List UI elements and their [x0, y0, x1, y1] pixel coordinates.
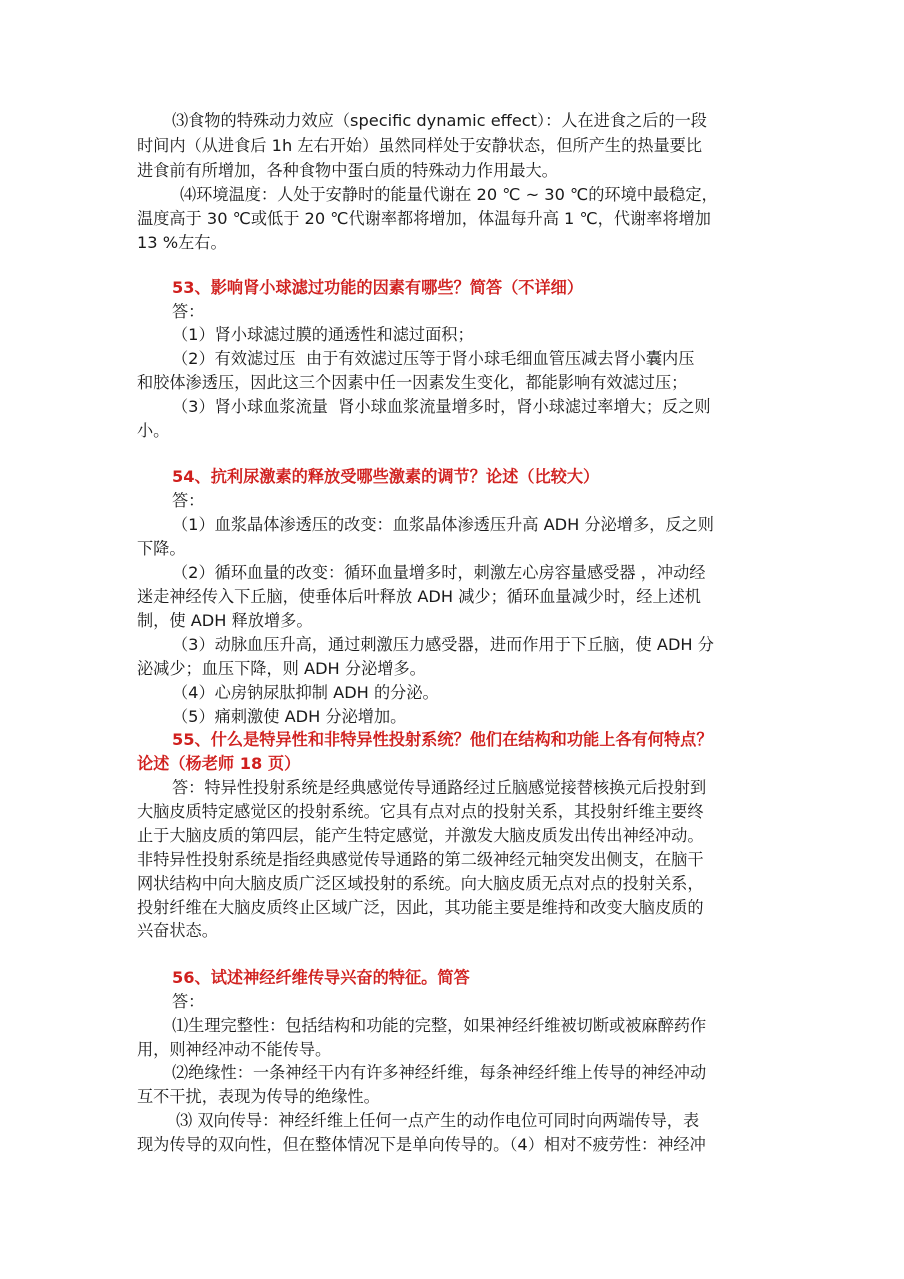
text-line: 投射纤维在大脑皮质终止区域广泛，因此，其功能主要是维持和改变大脑皮质的 — [137, 898, 704, 917]
question-55-heading: 55、什么是特异性和非特异性投射系统？他们在结构和功能上各有何特点？ — [172, 730, 713, 749]
text-line: 兴奋状态。 — [137, 921, 218, 940]
text-line: ⑶ 双向传导：神经纤维上任何一点产生的动作电位可同时向两端传导，表 — [176, 1111, 700, 1130]
text-line: （1）血浆晶体渗透压的改变：血浆晶体渗透压升高 ADH 分泌增多，反之则 — [172, 515, 714, 534]
text-line: 止于大脑皮质的第四层，能产生特定感觉，并激发大脑皮质发出传出神经冲动。 — [137, 826, 704, 845]
text-line: 温度高于 30 ℃或低于 20 ℃代谢率都将增加，体温每升高 1 ℃，代谢率将增加 — [137, 209, 711, 228]
text-line: （5）痛刺激使 ADH 分泌增加。 — [172, 707, 407, 726]
text-line: 小。 — [137, 421, 170, 440]
text-line: 下降。 — [137, 539, 186, 558]
answer-label: 答： — [172, 302, 205, 321]
question-56-heading: 56、试述神经纤维传导兴奋的特征。简答 — [172, 968, 470, 987]
text-line: （3）动脉血压升高，通过刺激压力感受器，进而作用于下丘脑，使 ADH 分 — [172, 635, 714, 654]
text-line: 制，使 ADH 释放增多。 — [137, 611, 313, 630]
text-line: 非特异性投射系统是指经典感觉传导通路的第二级神经元轴突发出侧支，在脑干 — [137, 850, 704, 869]
question-53-heading: 53、影响肾小球滤过功能的因素有哪些？简答（不详细） — [172, 278, 584, 297]
text-line: ⑶食物的特殊动力效应（specific dynamic effect）：人在进食之后的一段 — [172, 111, 707, 130]
text-line: 大脑皮质特定感觉区的投射系统。它具有点对点的投射关系，其投射纤维主要终 — [137, 802, 704, 821]
text-line: ⑷环境温度：人处于安静时的能量代谢在 20 ℃ ~ 30 ℃的环境中最稳定， — [180, 185, 718, 204]
text-line: 进食前有所增加，各种食物中蛋白质的特殊动力作用最大。 — [137, 161, 558, 180]
text-line: 现为传导的双向性，但在整体情况下是单向传导的。（4）相对不疲劳性：神经冲 — [137, 1135, 706, 1154]
text-line: （3）肾小球血浆流量 肾小球血浆流量增多时，肾小球滤过率增大；反之则 — [172, 397, 711, 416]
text-line: 用，则神经冲动不能传导。 — [137, 1040, 332, 1059]
answer-label: 答： — [172, 491, 205, 510]
text-line: 和胶体渗透压，因此这三个因素中任一因素发生变化，都能影响有效滤过压； — [137, 373, 688, 392]
text-line: （2）循环血量的改变：循环血量增多时，刺激左心房容量感受器 ，冲动经 — [172, 563, 706, 582]
text-line: 13 %左右。 — [137, 233, 227, 252]
question-54-heading: 54、抗利尿激素的释放受哪些激素的调节？论述（比较大） — [172, 467, 600, 486]
text-line: ⑵绝缘性：一条神经干内有许多神经纤维，每条神经纤维上传导的神经冲动 — [172, 1063, 707, 1082]
text-line: 时间内（从进食后 1h 左右开始）虽然同样处于安静状态，但所产生的热量要比 — [137, 136, 703, 155]
question-55-heading-cont: 论述（杨老师 18 页） — [137, 754, 301, 773]
text-line: 网状结构中向大脑皮质广泛区域投射的系统。向大脑皮质无点对点的投射关系， — [137, 874, 704, 893]
text-line: （1）肾小球滤过膜的通透性和滤过面积； — [172, 325, 474, 344]
answer-label: 答： — [172, 992, 205, 1011]
text-line: 迷走神经传入下丘脑，使垂体后叶释放 ADH 减少；循环血量减少时，经上述机 — [137, 587, 701, 606]
text-line: ⑴生理完整性：包括结构和功能的完整，如果神经纤维被切断或被麻醉药作 — [172, 1016, 707, 1035]
text-line: （2）有效滤过压 由于有效滤过压等于肾小球毛细血管压减去肾小囊内压 — [172, 349, 695, 368]
text-line: 泌减少；血压下降，则 ADH 分泌增多。 — [137, 659, 426, 678]
text-line: （4）心房钠尿肽抑制 ADH 的分泌。 — [172, 683, 439, 702]
text-line: 互不干扰，表现为传导的绝缘性。 — [137, 1087, 380, 1106]
text-line: 答：特异性投射系统是经典感觉传导通路经过丘脑感觉接替核换元后投射到 — [172, 778, 707, 797]
